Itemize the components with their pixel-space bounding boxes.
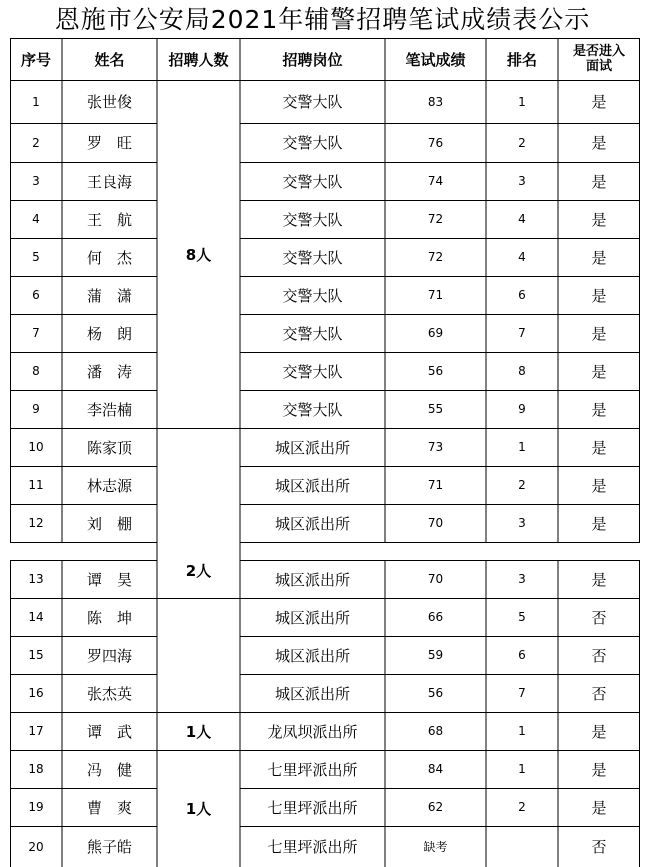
cell-name: 王良海 (86, 172, 132, 191)
cell-post: 交警大队 (282, 248, 343, 267)
header-interview-line1: 是否进入 (572, 44, 625, 59)
cell-rank: 4 (518, 212, 526, 226)
cell-score: 84 (427, 762, 444, 776)
quota-group-qiliping: 1人 (185, 800, 212, 818)
cell-rank: 1 (518, 440, 526, 454)
cell-interview: 是 (591, 210, 607, 229)
cell-rank: 3 (518, 572, 526, 586)
cell-seq: 12 (28, 516, 44, 530)
cell-seq: 7 (32, 326, 40, 340)
cell-interview: 否 (591, 608, 607, 627)
cell-post: 七里坪派出所 (267, 760, 358, 779)
cell-name: 罗四海 (86, 646, 132, 665)
cell-rank: 6 (518, 288, 526, 302)
cell-score: 72 (427, 250, 444, 264)
cell-score: 56 (427, 686, 444, 700)
cell-seq: 10 (28, 440, 44, 454)
cell-score: 70 (427, 572, 444, 586)
cell-seq: 19 (28, 800, 44, 814)
cell-interview: 是 (591, 438, 607, 457)
cell-seq: 6 (32, 288, 40, 302)
cell-rank: 2 (518, 478, 526, 492)
cell-post: 城区派出所 (274, 514, 350, 533)
cell-seq: 17 (28, 724, 44, 738)
quota-group-traffic: 8人 (185, 245, 212, 264)
cell-post: 交警大队 (282, 286, 343, 305)
cell-score: 83 (427, 94, 444, 109)
cell-post: 城区派出所 (274, 684, 350, 703)
cell-seq: 2 (32, 135, 40, 150)
cell-seq: 5 (32, 250, 40, 264)
cell-name: 陈家顶 (86, 438, 132, 457)
cell-name: 李浩楠 (86, 400, 132, 419)
header-score: 笔试成绩 (405, 50, 466, 69)
cell-post: 交警大队 (282, 93, 343, 111)
quota-group-longfengba: 1人 (185, 722, 212, 741)
cell-name: 谭 武 (86, 722, 132, 741)
cell-rank: 2 (518, 800, 526, 814)
cell-seq: 16 (28, 686, 44, 700)
cell-interview: 是 (591, 324, 607, 343)
header-interview (558, 38, 640, 80)
cell-interview: 否 (591, 684, 607, 703)
score-table (10, 38, 640, 867)
cell-seq: 3 (32, 174, 40, 188)
cell-post: 城区派出所 (274, 646, 350, 665)
cell-rank: 1 (518, 724, 526, 738)
cell-name: 罗 旺 (86, 134, 132, 152)
cell-name: 蒲 潇 (86, 286, 132, 305)
cell-name: 杨 朗 (86, 324, 132, 343)
cell-name: 谭 昊 (86, 570, 132, 589)
cell-seq: 14 (28, 610, 44, 624)
cell-post: 七里坪派出所 (267, 798, 358, 817)
cell-interview: 是 (591, 760, 607, 779)
cell-score: 56 (427, 364, 444, 378)
cell-interview: 是 (591, 93, 607, 111)
cell-post: 交警大队 (282, 324, 343, 343)
cell-score: 62 (427, 800, 444, 814)
header-interview-line2: 面试 (585, 59, 612, 74)
cell-score: 59 (427, 648, 444, 662)
cell-rank: 7 (518, 326, 526, 340)
cell-seq: 11 (28, 478, 44, 492)
cell-interview: 否 (591, 838, 607, 856)
cell-rank: 4 (518, 250, 526, 264)
cell-name: 张杰英 (86, 684, 132, 703)
cell-rank (486, 826, 558, 867)
cell-interview: 否 (591, 646, 607, 665)
cell-score: 71 (427, 478, 444, 492)
cell-post: 城区派出所 (274, 476, 350, 495)
cell-interview: 是 (591, 514, 607, 533)
cell-name: 潘 涛 (86, 362, 132, 381)
cell-name: 林志源 (86, 476, 132, 495)
header-rank: 排名 (506, 50, 537, 69)
cell-interview: 是 (591, 798, 607, 817)
cell-rank: 6 (518, 648, 526, 662)
cell-interview: 是 (591, 172, 607, 191)
cell-name: 何 杰 (86, 248, 132, 267)
cell-post: 城区派出所 (274, 438, 350, 457)
header-seq: 序号 (20, 50, 51, 69)
cell-name: 曹 爽 (86, 798, 132, 817)
cell-interview: 是 (591, 286, 607, 305)
cell-name: 张世俊 (86, 93, 132, 111)
cell-interview: 是 (591, 134, 607, 152)
cell-post: 交警大队 (282, 362, 343, 381)
cell-rank: 5 (518, 610, 526, 624)
cell-interview: 是 (591, 476, 607, 495)
cell-name: 陈 坤 (86, 608, 132, 627)
cell-score: 缺考 (423, 840, 448, 854)
cell-post: 城区派出所 (274, 570, 350, 589)
cell-rank: 3 (518, 174, 526, 188)
cell-seq: 20 (28, 839, 44, 854)
cell-score: 70 (427, 516, 444, 530)
cell-score: 73 (427, 440, 444, 454)
cell-post: 龙凤坝派出所 (267, 722, 358, 741)
quota-group-urban: 2人 (185, 561, 212, 580)
page-title: 恩施市公安局2021年辅警招聘笔试成绩表公示 (54, 5, 591, 34)
cell-rank: 1 (518, 762, 526, 776)
cell-post: 交警大队 (282, 400, 343, 419)
cell-rank: 1 (518, 94, 526, 109)
cell-seq: 8 (32, 364, 40, 378)
cell-post: 交警大队 (282, 210, 343, 229)
cell-interview: 是 (591, 570, 607, 589)
cell-score: 69 (427, 326, 444, 340)
cell-interview: 是 (591, 248, 607, 267)
cell-seq: 9 (32, 402, 40, 416)
cell-score: 71 (427, 288, 444, 302)
cell-interview: 是 (591, 362, 607, 381)
header-quota: 招聘人数 (168, 50, 229, 69)
cell-name: 熊子皓 (86, 838, 132, 856)
cell-score: 74 (427, 174, 444, 188)
cell-interview: 是 (591, 400, 607, 419)
cell-rank: 2 (518, 135, 526, 150)
header-name: 姓名 (94, 50, 125, 69)
cell-seq: 13 (28, 572, 44, 586)
cell-name: 刘 棚 (86, 514, 132, 533)
cell-seq: 4 (32, 212, 40, 226)
cell-name: 王 航 (86, 210, 132, 229)
cell-score: 76 (427, 135, 444, 150)
cell-post: 交警大队 (282, 134, 343, 152)
cell-seq: 18 (28, 762, 44, 776)
cell-rank: 8 (518, 364, 526, 378)
cell-post: 城区派出所 (274, 608, 350, 627)
cell-score: 72 (427, 212, 444, 226)
cell-score: 55 (427, 402, 444, 416)
cell-rank: 3 (518, 516, 526, 530)
cell-score: 66 (427, 610, 444, 624)
cell-post: 交警大队 (282, 172, 343, 191)
cell-interview: 是 (591, 722, 607, 741)
cell-post: 七里坪派出所 (267, 838, 358, 856)
header-post: 招聘岗位 (282, 50, 343, 69)
cell-seq: 1 (32, 94, 40, 109)
cell-name: 冯 健 (86, 760, 132, 779)
cell-seq: 15 (28, 648, 44, 662)
cell-score: 68 (427, 724, 444, 738)
cell-rank: 9 (518, 402, 526, 416)
cell-rank: 7 (518, 686, 526, 700)
